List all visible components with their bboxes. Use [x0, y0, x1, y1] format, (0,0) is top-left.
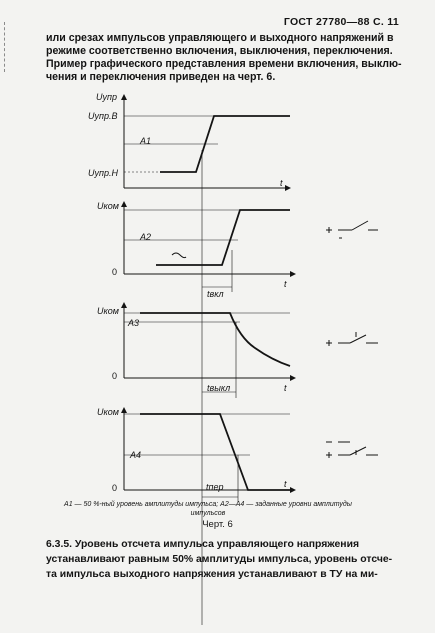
text-line: или срезах импульсов управляющего и выходного напряжений в [46, 32, 394, 44]
text-line: Пример графического представления времени включения, выклю- [46, 58, 402, 70]
figure-legend: A1 — 50 %-ный уровень амплитуды импульса; A2—A4 — заданные уровни амплитуды импульсов [64, 501, 352, 517]
output-fall-signal [140, 414, 290, 490]
output-pulse-signal [156, 210, 290, 265]
time-label-change: tпер [206, 482, 224, 492]
zero-label: 0 [112, 267, 118, 277]
level-label-a4: A4 [130, 450, 142, 460]
noise-mark [172, 253, 186, 258]
section-paragraph [46, 537, 400, 582]
level-label-a3: A3 [128, 318, 140, 328]
switch-symbol-no [326, 221, 378, 238]
zero-label: 0 [112, 483, 118, 493]
text-line: чения и переключения приведен на черт. 6. [46, 71, 276, 83]
text-line: та импульса выходного напряжения устанавливают в ТУ на ми- [46, 569, 378, 580]
time-label-off: tвыкл [207, 383, 231, 393]
level-label-a2: A2 [140, 232, 152, 242]
x-axis-label: t [280, 178, 283, 188]
output-decay-signal [140, 313, 290, 366]
y-axis-label: Uком [97, 407, 119, 417]
bottom-level-label: Uупр.Н [88, 168, 118, 178]
page-header: ГОСТ 27780—88 С. 11 [283, 16, 399, 28]
switch-symbol-co [326, 442, 378, 458]
x-axis-label: t [284, 479, 287, 489]
top-level-label: Uупр.В [88, 111, 118, 121]
y-axis-label: Uком [97, 306, 119, 316]
x-axis-label: t [284, 279, 287, 289]
text-line: режиме соответственно включения, выключения, переключения. [46, 45, 393, 57]
graph-switch-off [97, 303, 295, 398]
text-line: 6.3.5. Уровень отсчета импульса управляющего напряжения [46, 539, 360, 550]
y-axis-label: Uком [97, 201, 119, 211]
zero-label: 0 [112, 371, 118, 381]
text-line: устанавливают равным 50% амплитуды импульса, уровень отсче- [46, 554, 393, 565]
figure-caption: Черт. 6 [202, 519, 233, 530]
graph-changeover [97, 407, 295, 502]
y-axis-label: Uупр [96, 92, 117, 102]
switch-symbol-nc [326, 332, 378, 346]
time-label-on: tвкл [207, 289, 224, 299]
level-label-a1: A1 [140, 136, 152, 146]
graph-switch-on [97, 201, 295, 299]
x-axis-label: t [284, 383, 287, 393]
